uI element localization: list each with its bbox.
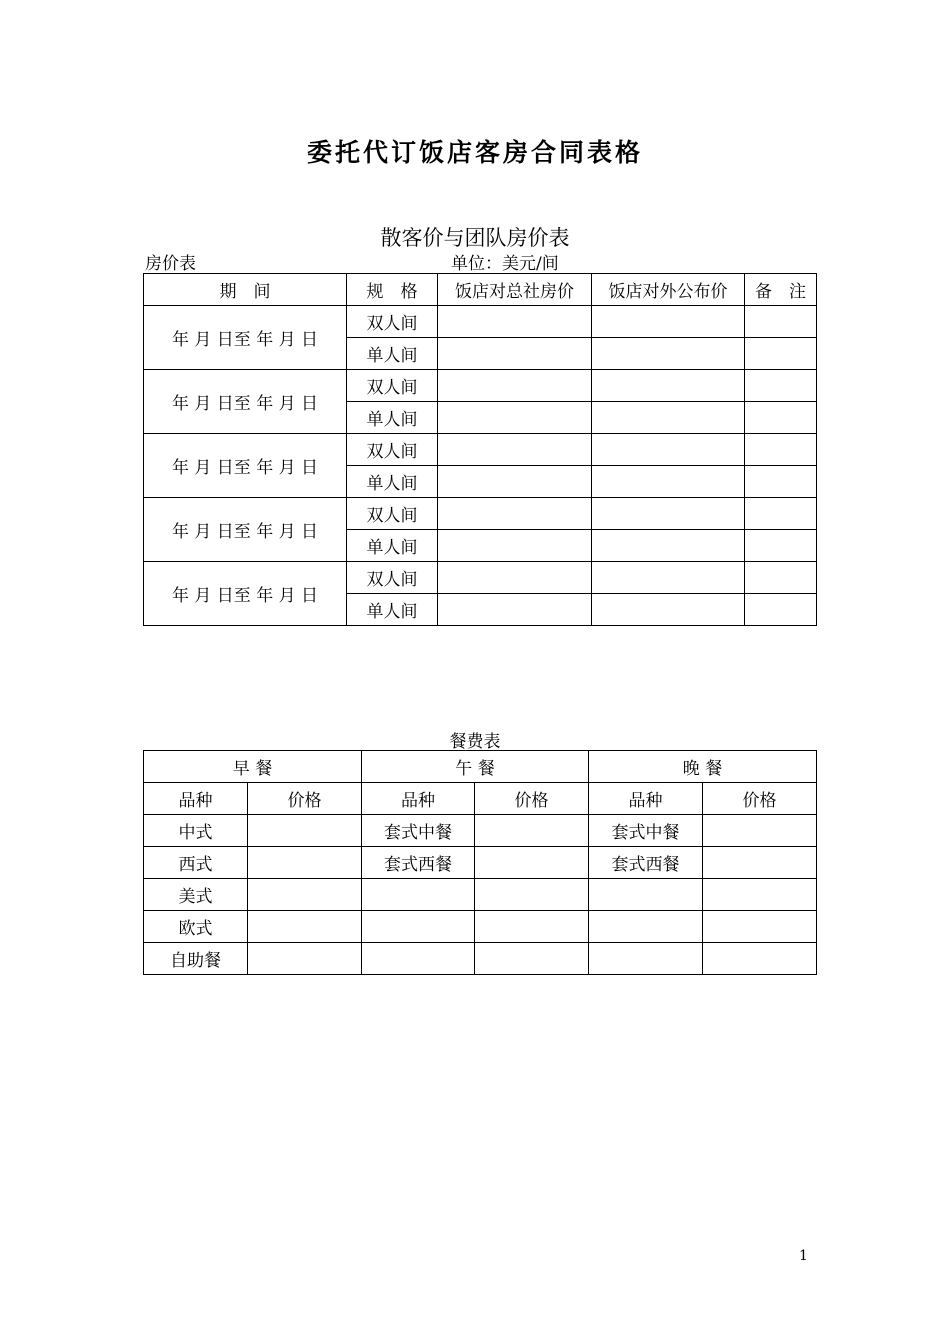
table-row — [144, 943, 817, 975]
meal-subheader-cell: 品种 — [362, 783, 475, 815]
meal-subheader-cell: 价格 — [475, 783, 589, 815]
empty-cell — [745, 562, 817, 594]
meal-cell — [475, 847, 589, 879]
meal-cell — [703, 879, 817, 911]
empty-cell — [745, 434, 817, 466]
empty-cell — [438, 498, 592, 530]
meal-cell — [589, 879, 703, 911]
meal-cell — [248, 911, 362, 943]
empty-cell — [745, 402, 817, 434]
meal-cell: 自助餐 — [144, 943, 248, 975]
empty-cell — [592, 594, 745, 626]
table-row — [144, 562, 817, 594]
meal-cell: 美式 — [144, 879, 248, 911]
period-cell: 年 月 日至 年 月 日 — [144, 498, 347, 562]
period-cell: 年 月 日至 年 月 日 — [144, 370, 347, 434]
period-cell: 年 月 日至 年 月 日 — [144, 306, 347, 370]
meal-cell: 套式中餐 — [362, 815, 475, 847]
period-cell: 年 月 日至 年 月 日 — [144, 434, 347, 498]
meal-subheader-cell: 价格 — [703, 783, 817, 815]
room-header-cell: 饭店对总社房价 — [438, 274, 592, 306]
meal-cell — [475, 879, 589, 911]
meal-cell: 套式西餐 — [362, 847, 475, 879]
empty-cell — [438, 466, 592, 498]
table-row — [144, 815, 817, 847]
meal-group-cell: 晚 餐 — [589, 751, 817, 783]
room-type-cell: 双人间 — [347, 370, 438, 402]
room-table-caption: 房价表 — [145, 254, 196, 274]
table-row — [144, 911, 817, 943]
empty-cell — [745, 338, 817, 370]
room-header-cell: 期 间 — [144, 274, 347, 306]
empty-cell — [745, 306, 817, 338]
table-row — [144, 847, 817, 879]
room-header-cell: 规 格 — [347, 274, 438, 306]
meal-cell: 欧式 — [144, 911, 248, 943]
empty-cell — [438, 306, 592, 338]
meal-subheader-row — [144, 783, 817, 815]
meal-cell — [362, 911, 475, 943]
empty-cell — [438, 594, 592, 626]
empty-cell — [592, 338, 745, 370]
table-row — [144, 879, 817, 911]
room-type-cell: 单人间 — [347, 338, 438, 370]
room-header-cell: 饭店对外公布价 — [592, 274, 745, 306]
meal-cell — [703, 911, 817, 943]
room-type-cell: 双人间 — [347, 306, 438, 338]
room-header-cell: 备 注 — [745, 274, 817, 306]
document-title: 委托代订饭店客房合同表格 — [306, 138, 643, 167]
room-type-cell: 双人间 — [347, 562, 438, 594]
empty-cell — [438, 434, 592, 466]
meal-cell — [248, 815, 362, 847]
meal-cell — [589, 943, 703, 975]
meal-cell — [589, 911, 703, 943]
meal-cell — [362, 943, 475, 975]
empty-cell — [745, 466, 817, 498]
meal-cell — [362, 879, 475, 911]
empty-cell — [745, 498, 817, 530]
meal-cell — [703, 943, 817, 975]
page-number: 1 — [799, 1248, 808, 1264]
table-row — [144, 306, 817, 338]
period-cell: 年 月 日至 年 月 日 — [144, 562, 347, 626]
room-type-cell: 双人间 — [347, 434, 438, 466]
meal-cell — [475, 911, 589, 943]
meal-cell — [475, 815, 589, 847]
empty-cell — [592, 562, 745, 594]
empty-cell — [592, 530, 745, 562]
room-rate-table — [143, 273, 817, 626]
unit-label: 单位：美元/间 — [451, 254, 559, 274]
empty-cell — [592, 402, 745, 434]
meal-cell — [248, 879, 362, 911]
meal-group-cell: 午 餐 — [362, 751, 589, 783]
meal-group-cell: 早 餐 — [144, 751, 362, 783]
meal-cell: 中式 — [144, 815, 248, 847]
meal-cell: 西式 — [144, 847, 248, 879]
meal-cell — [248, 943, 362, 975]
empty-cell — [592, 466, 745, 498]
room-type-cell: 单人间 — [347, 402, 438, 434]
empty-cell — [438, 338, 592, 370]
empty-cell — [438, 562, 592, 594]
table-row — [144, 434, 817, 466]
meal-table-caption: 餐费表 — [449, 732, 501, 752]
empty-cell — [438, 402, 592, 434]
meal-cell: 套式西餐 — [589, 847, 703, 879]
meal-fee-table — [143, 750, 817, 975]
meal-cell — [703, 847, 817, 879]
meal-subheader-cell: 品种 — [144, 783, 248, 815]
room-type-cell: 单人间 — [347, 594, 438, 626]
empty-cell — [592, 434, 745, 466]
empty-cell — [745, 594, 817, 626]
empty-cell — [745, 530, 817, 562]
empty-cell — [438, 530, 592, 562]
meal-cell — [475, 943, 589, 975]
empty-cell — [745, 370, 817, 402]
empty-cell — [438, 370, 592, 402]
table-row — [144, 498, 817, 530]
meal-subheader-cell: 品种 — [589, 783, 703, 815]
room-type-cell: 双人间 — [347, 498, 438, 530]
room-header-row — [144, 274, 817, 306]
empty-cell — [592, 498, 745, 530]
room-type-cell: 单人间 — [347, 530, 438, 562]
meal-cell: 套式中餐 — [589, 815, 703, 847]
table-row — [144, 370, 817, 402]
meal-cell — [703, 815, 817, 847]
room-rate-subtitle: 散客价与团队房价表 — [380, 226, 570, 250]
meal-group-row — [144, 751, 817, 783]
meal-cell — [248, 847, 362, 879]
empty-cell — [592, 370, 745, 402]
room-type-cell: 单人间 — [347, 466, 438, 498]
empty-cell — [592, 306, 745, 338]
meal-subheader-cell: 价格 — [248, 783, 362, 815]
